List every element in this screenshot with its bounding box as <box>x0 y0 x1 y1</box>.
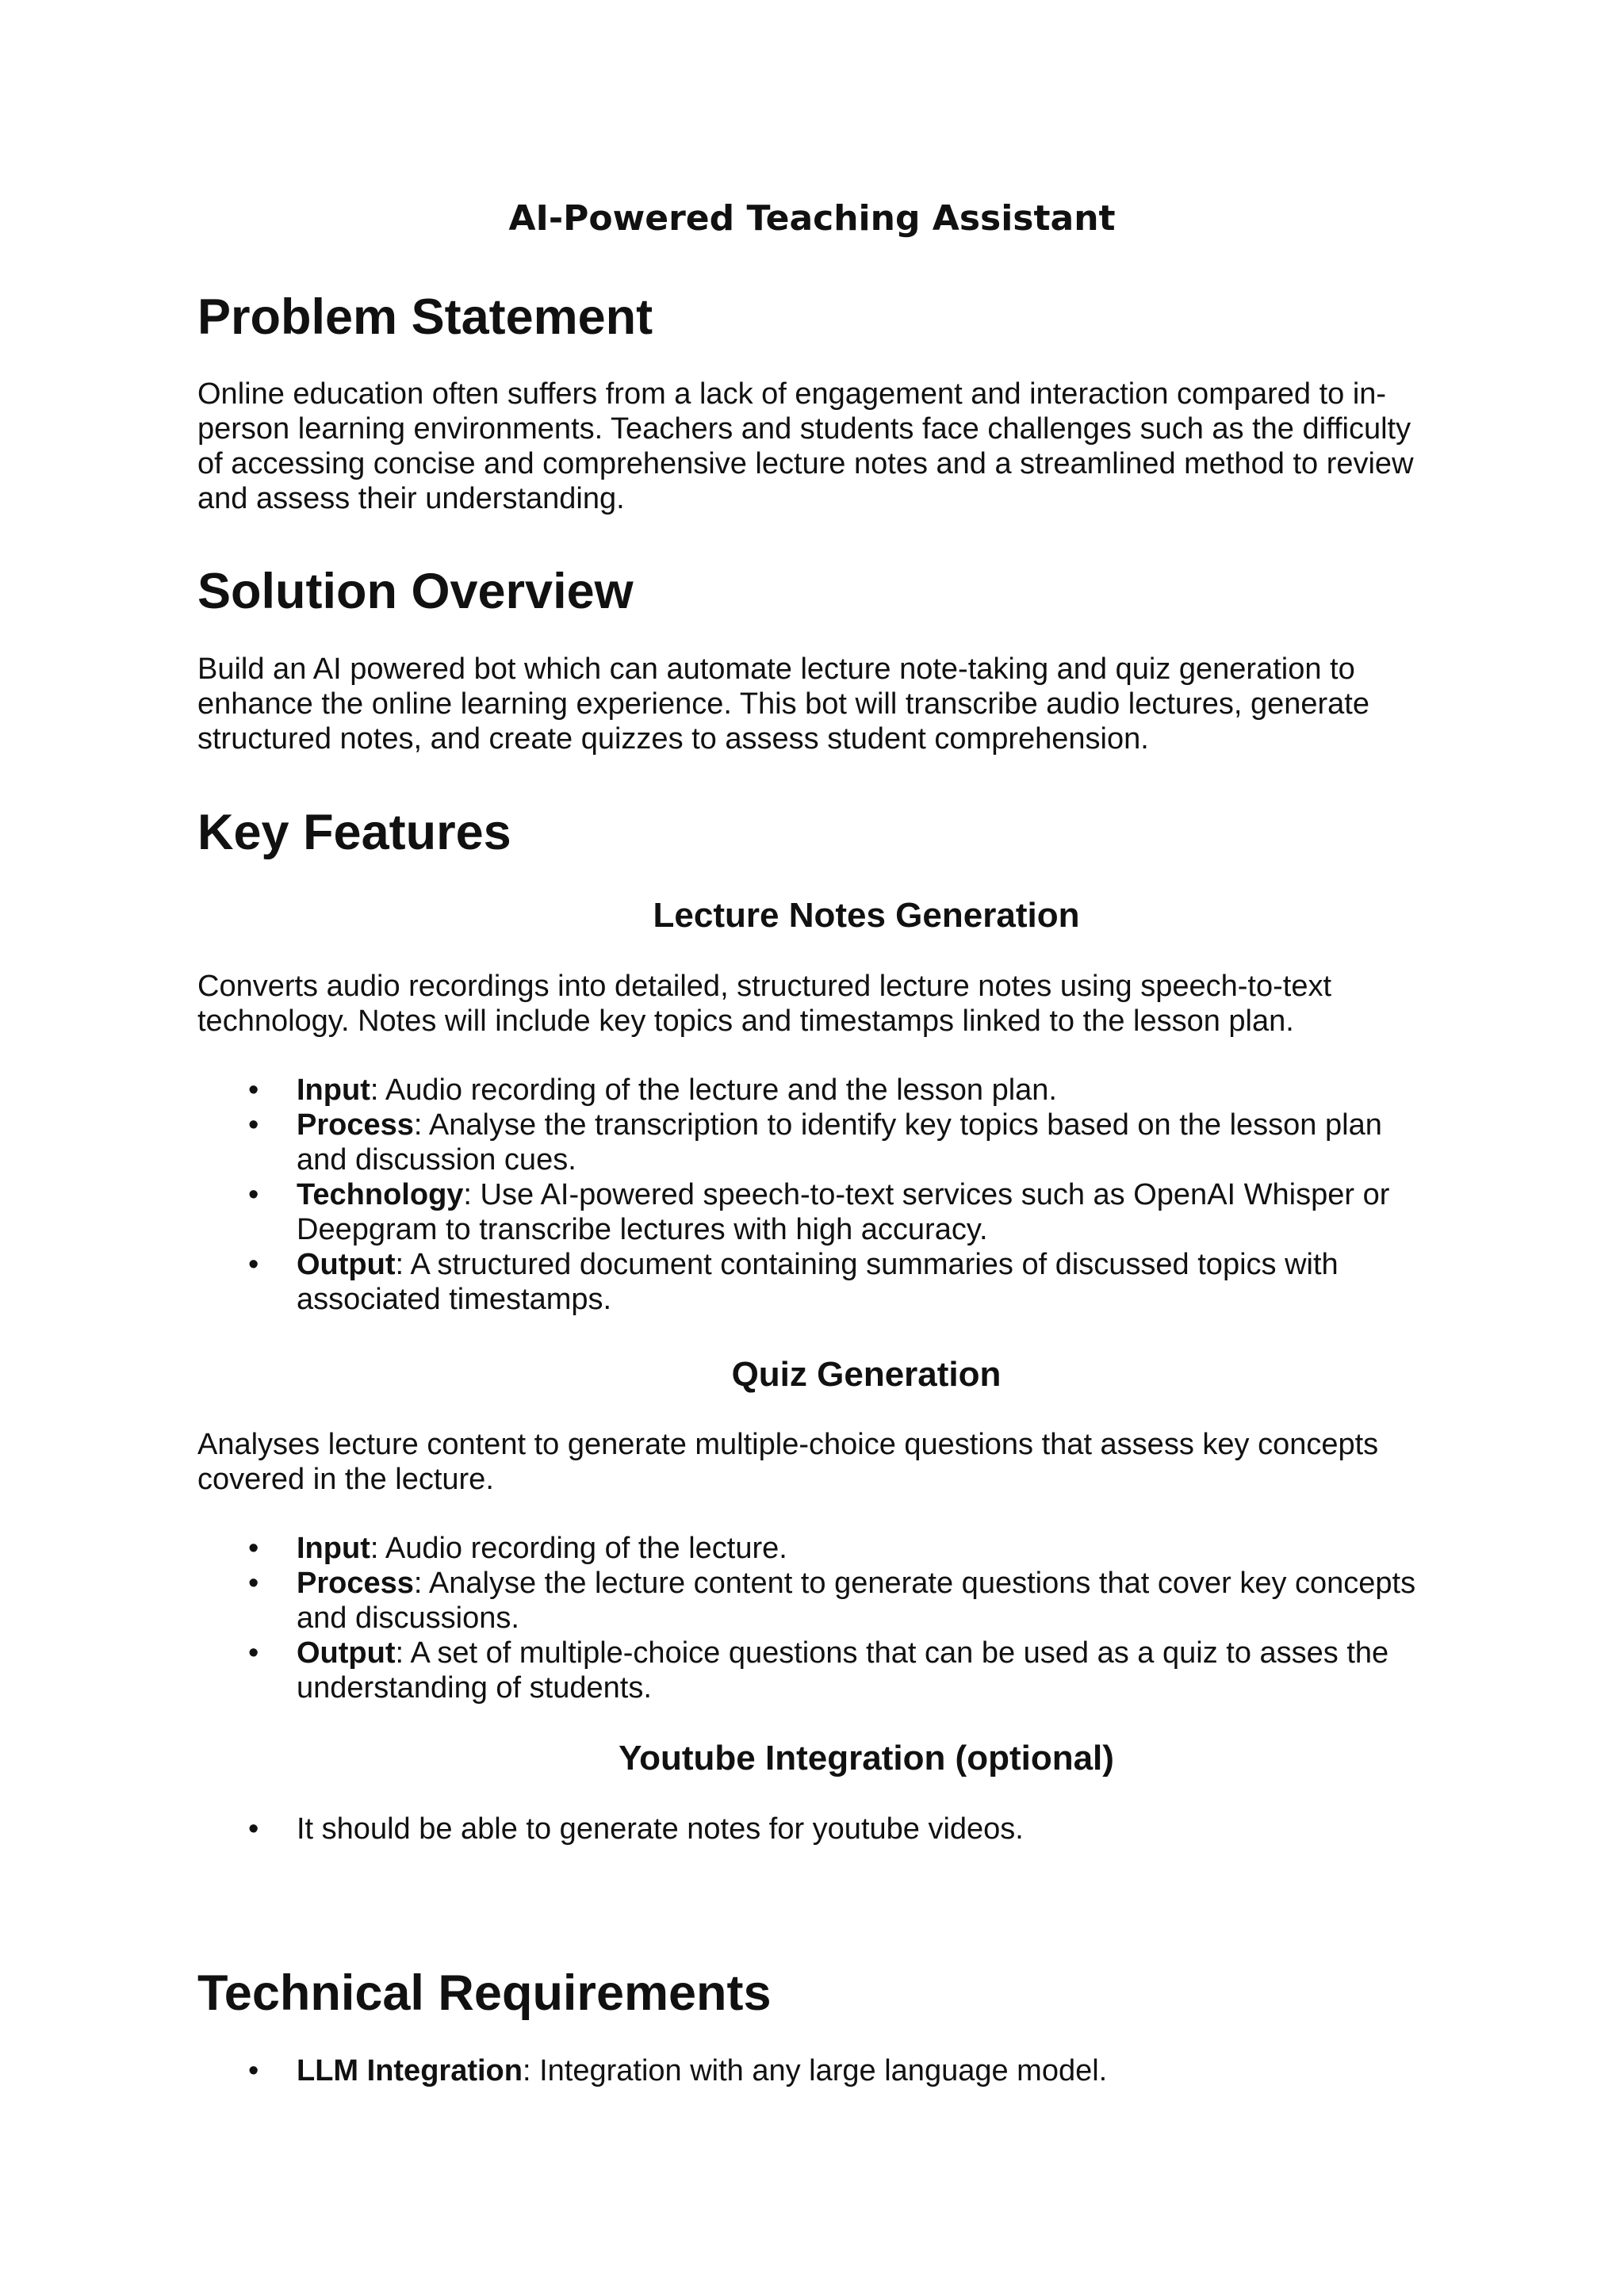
quiz-generation-text: Analyses lecture content to generate multiple-choice questions that assess key concepts covered in the lecture. <box>197 1428 1379 1496</box>
lecture-notes-text: Converts audio recordings into detailed, structured lecture notes using speech-to-text technology. Notes will include key topics and timestamps linked to the lesson plan. <box>197 970 1332 1038</box>
bullet-icon: • <box>248 1567 259 1600</box>
bullet-icon: • <box>248 1248 259 1281</box>
bullet-icon: • <box>248 1108 259 1142</box>
list-item-desc: : Analyse the transcription to identify key topics based on the lesson plan and discussion cues. <box>297 1108 1382 1177</box>
problem-statement-text: Online education often suffers from a lack of engagement and interaction compared to in-person learning environments. Teachers and students face challenges such as the difficulty of accessing concise and comprehensive lecture notes and a streamlined method to review and assess their understanding. <box>197 377 1414 515</box>
lecture-notes-list <box>197 1073 1434 1317</box>
list-item <box>197 1812 1434 1846</box>
list-item-desc: : Audio recording of the lecture. <box>370 1532 787 1565</box>
solution-overview-heading: Solution Overview <box>197 564 634 619</box>
lecture-notes-heading: Lecture Notes Generation <box>653 896 1080 935</box>
youtube-integration-heading: Youtube Integration (optional) <box>619 1739 1114 1777</box>
list-item <box>197 1636 1434 1705</box>
list-item-term: Process <box>297 1108 414 1142</box>
list-item <box>197 2053 1434 2088</box>
list-item-term: Output <box>297 1248 396 1281</box>
solution-overview-text: Build an AI powered bot which can automate lecture note-taking and quiz generation to enhance the online learning experience. This bot will transcribe audio lectures, generate structured notes, and create quizzes to assess student comprehension. <box>197 652 1369 756</box>
list-item-term: Input <box>297 1073 370 1107</box>
list-item-desc: : Audio recording of the lecture and the lesson plan. <box>370 1073 1057 1107</box>
bullet-icon: • <box>248 2054 259 2087</box>
bullet-icon: • <box>248 1178 259 1211</box>
list-item-term: Output <box>297 1636 396 1670</box>
list-item-desc: : A set of multiple-choice questions that can be used as a quiz to asses the understanding of students. <box>297 1636 1389 1705</box>
problem-statement-heading: Problem Statement <box>197 289 653 345</box>
bullet-icon: • <box>248 1636 259 1670</box>
quiz-generation-list <box>197 1531 1434 1705</box>
list-item-desc: : A structured document containing summaries of discussed topics with associated timestamps. <box>297 1248 1339 1316</box>
bullet-icon: • <box>248 1812 259 1846</box>
quiz-generation-heading: Quiz Generation <box>731 1355 1002 1394</box>
list-item <box>197 1073 1434 1108</box>
list-item <box>197 1531 1434 1566</box>
bullet-icon: • <box>248 1532 259 1565</box>
list-item-desc: : Integration with any large language model. <box>522 2054 1108 2087</box>
list-item <box>197 1108 1434 1177</box>
list-item-term: Input <box>297 1532 370 1565</box>
list-item-text: It should be able to generate notes for youtube videos. <box>297 1812 1024 1846</box>
bullet-icon: • <box>248 1073 259 1107</box>
list-item-term: LLM Integration <box>297 2054 523 2087</box>
list-item-term: Process <box>297 1567 414 1600</box>
list-item <box>197 1247 1434 1317</box>
list-item-term: Technology <box>297 1178 464 1211</box>
list-item <box>197 1566 1434 1636</box>
key-features-heading: Key Features <box>197 805 511 860</box>
list-item <box>197 1177 1434 1247</box>
document-title: AI-Powered Teaching Assistant <box>508 198 1116 239</box>
youtube-integration-list <box>197 1812 1434 1846</box>
list-item-desc: : Use AI-powered speech-to-text services such as OpenAI Whisper or Deepgram to transcribe lectures with high accuracy. <box>297 1178 1390 1246</box>
list-item-desc: : Analyse the lecture content to generate questions that cover key concepts and discussions. <box>297 1567 1416 1635</box>
technical-requirements-list <box>197 2053 1434 2088</box>
technical-requirements-heading: Technical Requirements <box>197 1965 772 2021</box>
